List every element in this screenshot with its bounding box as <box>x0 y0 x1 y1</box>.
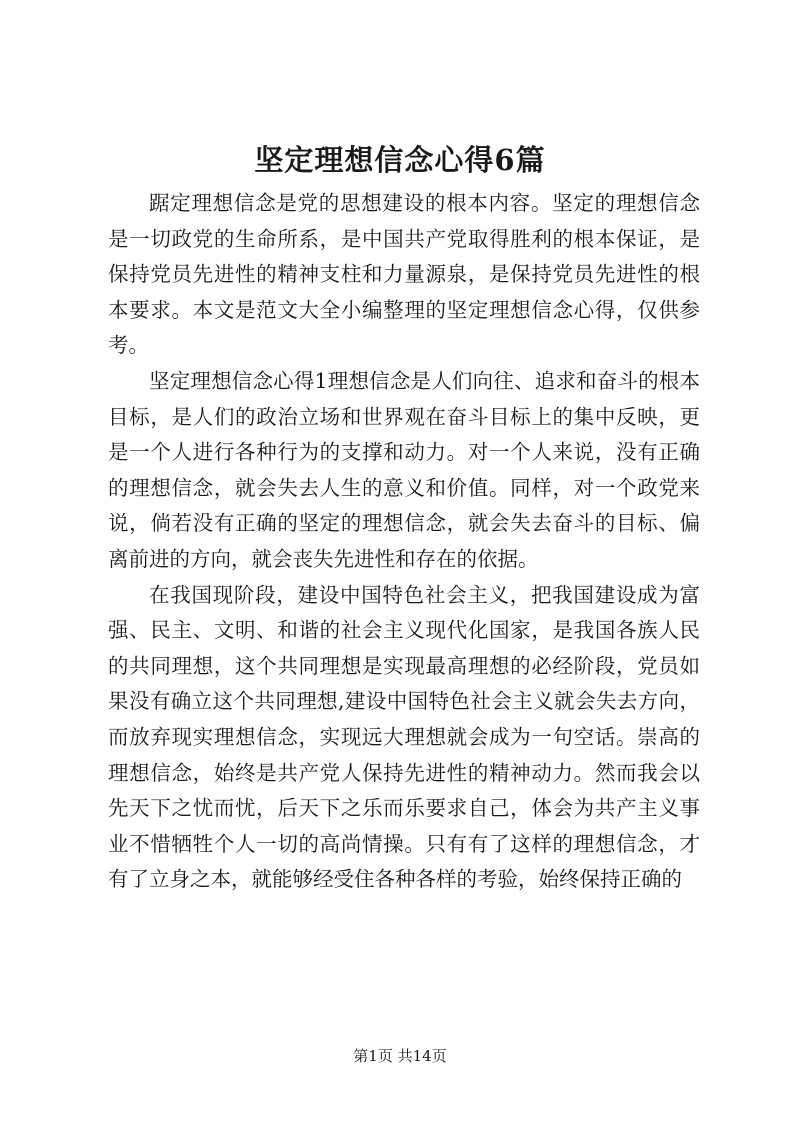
paragraph-essay-1-continued: 在我国现阶段，建设中国特色社会主义，把我国建设成为富强、民主、文明、和谐的社会主义现代化国家，是我国各族人民的共同理想，这个共同理想是实现最高理想的必经阶段，党员如果没有确立这个共同理想,建设中国特色社会主义就会失去方向，而放弃现实理想信念，实现远大理想就会成为一句空话。崇高的理想信念，始终是共产党人保持先进性的精神动力。然而我会以先天下之忧而忧，后天下之乐而乐要求自己，体会为共产主义事业不惜牺牲个人一切的高尚情操。只有有了这样的理想信念，才有了立身之本，就能够经受住各种各样的考验，始终保持正确的 <box>108 582 700 892</box>
paragraph-intro: 踞定理想信念是党的思想建设的根本内容。坚定的理想信念是一切政党的生命所系，是中国共产党取得胜利的根本保证，是保持党员先进性的精神支柱和力量源泉，是保持党员先进性的根本要求。本文是范文大全小编整理的坚定理想信念心得，仅供参考。 <box>108 191 700 358</box>
document-title: 坚定理想信念心得6篇 <box>254 143 546 177</box>
page-number-footer: 第1页 共14页 <box>353 1047 447 1065</box>
document-body <box>108 186 700 898</box>
paragraph-essay-1: 坚定理想信念心得1理想信念是人们向往、追求和奋斗的根本目标，是人们的政治立场和世界观在奋斗目标上的集中反映，更是一个人进行各种行为的支撑和动力。对一个人来说，没有正确的理想信念，就会失去人生的意义和价值。同样，对一个政党来说，倘若没有正确的坚定的理想信念，就会失去奋斗的目标、偏离前进的方向，就会丧失先进性和存在的依据。 <box>108 368 700 571</box>
